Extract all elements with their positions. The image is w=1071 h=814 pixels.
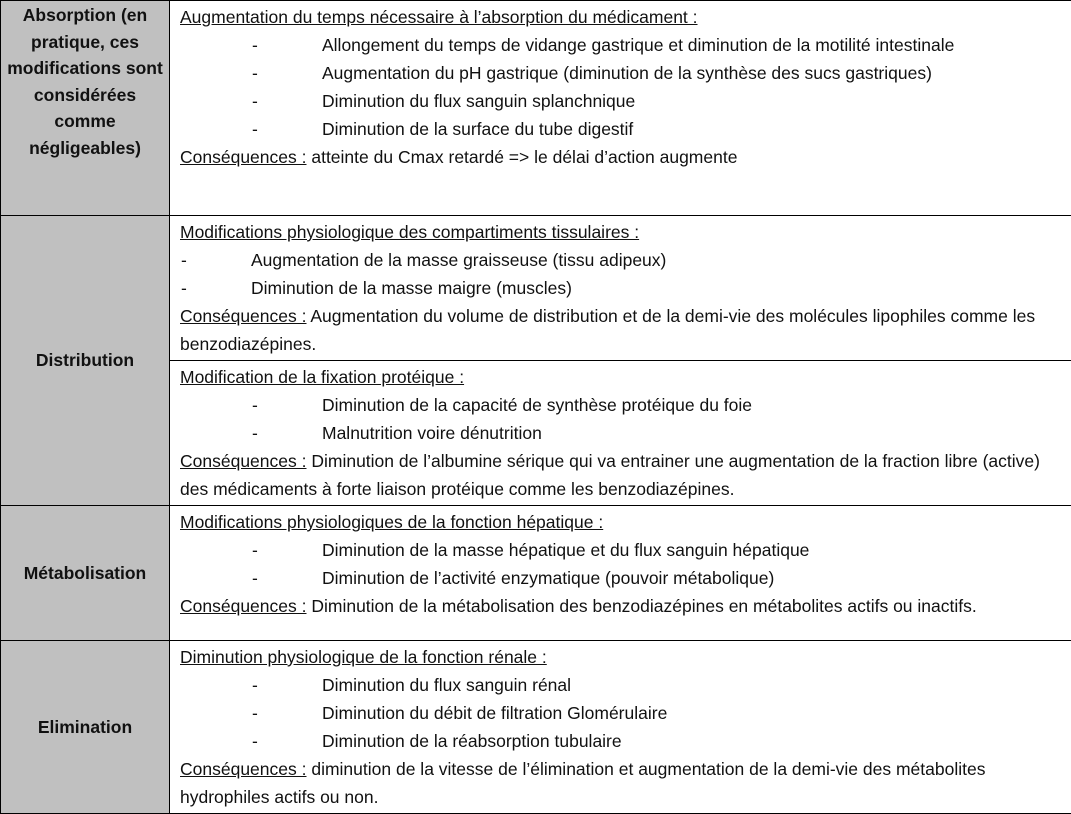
bullet-text: Diminution du débit de filtration Glomérulaire: [322, 703, 667, 723]
row-header-absorption: [1, 1, 170, 216]
dash-marker: -: [252, 671, 258, 699]
consequences-label: Conséquences :: [180, 306, 306, 326]
row-header-label: Absorption (en pratique, ces modifications sont considérées comme négligeables): [7, 5, 163, 158]
section-intro: Modifications physiologiques de la fonction hépatique :: [180, 508, 1063, 536]
bullet-text: Diminution de la masse maigre (muscles): [251, 278, 572, 298]
row-header-label: Métabolisation: [24, 563, 147, 583]
dash-marker: -: [252, 699, 258, 727]
bullet-text: Diminution de la capacité de synthèse protéique du foie: [322, 395, 752, 415]
table-row-elimination: [1, 641, 1071, 814]
dash-marker: -: [252, 727, 258, 755]
bullet-item: [180, 419, 1063, 447]
bullet-item: [180, 31, 1063, 59]
bullet-text: Diminution de la réabsorption tubulaire: [322, 731, 622, 751]
row-content-metabolisation: [170, 506, 1071, 641]
consequences-text: Diminution de l’albumine sérique qui va entrainer une augmentation de la fraction libre (active) des médicaments à forte liaison protéique comme les benzodiazépines.: [180, 451, 1040, 499]
section-intro: Modification de la fixation protéique :: [180, 363, 1063, 391]
bullet-text: Malnutrition voire dénutrition: [322, 423, 542, 443]
table-row-absorption: [1, 1, 1071, 216]
row-content-absorption: [170, 1, 1071, 216]
dash-marker: -: [181, 274, 187, 302]
row-header-label: Distribution: [36, 350, 134, 370]
dash-marker: -: [252, 87, 258, 115]
consequences-label: Conséquences :: [180, 596, 306, 616]
consequences-paragraph: [180, 755, 1063, 811]
bullet-item: [180, 115, 1063, 143]
bullet-text: Diminution de la masse hépatique et du flux sanguin hépatique: [322, 540, 809, 560]
dash-marker: -: [252, 115, 258, 143]
section-intro: Modifications physiologique des compartiments tissulaires :: [180, 218, 1063, 246]
bullet-text: Diminution de la surface du tube digestif: [322, 119, 633, 139]
bullet-item: [180, 671, 1063, 699]
table-row-distribution-tissues: [1, 216, 1071, 361]
bullet-item: [180, 59, 1063, 87]
row-header-metabolisation: [1, 506, 170, 641]
consequences-paragraph: [180, 143, 1063, 171]
row-header-distribution: [1, 216, 170, 506]
consequences-text: atteinte du Cmax retardé => le délai d’action augmente: [306, 147, 737, 167]
consequences-label: Conséquences :: [180, 759, 306, 779]
consequences-label: Conséquences :: [180, 451, 306, 471]
consequences-text: Augmentation du volume de distribution et de la demi-vie des molécules lipophiles comme les benzodiazépines.: [180, 306, 1035, 354]
dash-marker: -: [252, 536, 258, 564]
bullet-text: Augmentation du pH gastrique (diminution de la synthèse des sucs gastriques): [322, 63, 932, 83]
bullet-item: [180, 87, 1063, 115]
consequences-paragraph: [180, 447, 1063, 503]
table-row-metabolisation: [1, 506, 1071, 641]
dash-marker: -: [252, 564, 258, 592]
bullet-item: [180, 274, 1063, 302]
bullet-item: [180, 391, 1063, 419]
bullet-text: Diminution du flux sanguin rénal: [322, 675, 571, 695]
section-intro: Diminution physiologique de la fonction rénale :: [180, 643, 1063, 671]
section-intro: Augmentation du temps nécessaire à l’absorption du médicament :: [180, 3, 1063, 31]
dash-marker: -: [252, 59, 258, 87]
bullet-text: Allongement du temps de vidange gastrique et diminution de la motilité intestinale: [322, 35, 954, 55]
dash-marker: -: [252, 419, 258, 447]
consequences-paragraph: [180, 592, 1063, 620]
bullet-item: [180, 246, 1063, 274]
consequences-paragraph: [180, 302, 1063, 358]
bullet-item: [180, 564, 1063, 592]
consequences-text: Diminution de la métabolisation des benzodiazépines en métabolites actifs ou inactifs.: [306, 596, 976, 616]
dash-marker: -: [252, 391, 258, 419]
bullet-text: Diminution de l’activité enzymatique (pouvoir métabolique): [322, 568, 774, 588]
bullet-text: Augmentation de la masse graisseuse (tissu adipeux): [251, 250, 666, 270]
bullet-item: [180, 699, 1063, 727]
consequences-label: Conséquences :: [180, 147, 306, 167]
consequences-text: diminution de la vitesse de l’élimination et augmentation de la demi-vie des métabolites hydrophiles actifs ou non.: [180, 759, 985, 807]
dash-marker: -: [252, 31, 258, 59]
row-header-label: Elimination: [38, 717, 132, 737]
bullet-item: [180, 727, 1063, 755]
row-content-elimination: [170, 641, 1071, 814]
bullet-text: Diminution du flux sanguin splanchnique: [322, 91, 635, 111]
bullet-item: [180, 536, 1063, 564]
row-header-elimination: [1, 641, 170, 814]
dash-marker: -: [181, 246, 187, 274]
row-content-distribution-tissues: [170, 216, 1071, 361]
row-content-distribution-protein: [170, 361, 1071, 506]
